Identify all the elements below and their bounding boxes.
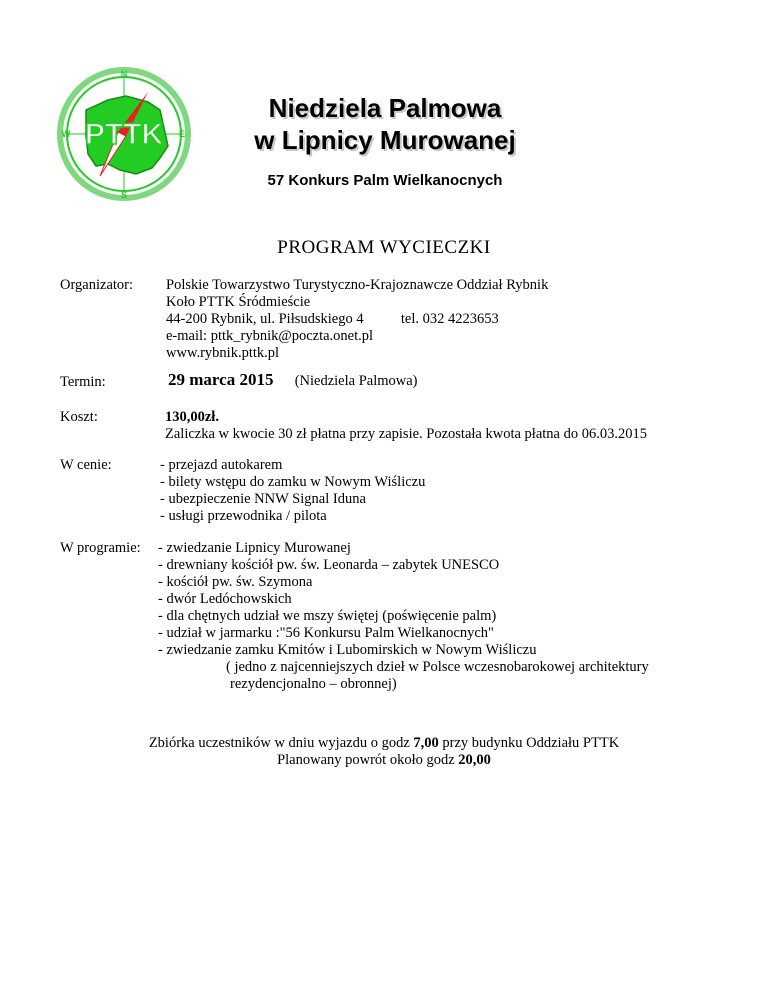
footer-line1 xyxy=(0,735,768,752)
pttk-logo xyxy=(56,66,192,202)
organizator-line2: Koło PTTK Śródmieście xyxy=(166,294,311,310)
organizator-email: e-mail: pttk_rybnik@poczta.onet.pl xyxy=(166,328,374,344)
title-line1: Niedziela Palmowa xyxy=(268,93,502,123)
w-programie-note-line1: ( jedno z najcenniejszych dzieł w Polsce wczesnobarokowej architektury xyxy=(226,659,649,675)
list-item: - kościół pw. św. Szymona xyxy=(158,574,313,590)
list-item: - udział w jarmarku :"56 Konkursu Palm Wielkanocnych" xyxy=(158,625,494,641)
list-item: - bilety wstępu do zamku w Nowym Wiśliczu xyxy=(160,474,426,490)
title-line2: w Lipnicy Murowanej xyxy=(254,125,516,155)
list-item: - przejazd autokarem xyxy=(160,457,283,473)
footer-line2-time: 20,00 xyxy=(458,752,491,768)
termin-label: Termin: xyxy=(60,374,106,390)
compass-s: S xyxy=(120,190,128,200)
footer-line1-suffix: przy budynku Oddziału PTTK xyxy=(438,735,620,751)
list-item: - ubezpieczenie NNW Signal Iduna xyxy=(160,491,366,507)
footer-line2 xyxy=(0,752,768,769)
compass-n: N xyxy=(120,69,128,79)
list-item: - dwór Ledóchowskich xyxy=(158,591,292,607)
compass-e: E xyxy=(178,129,186,139)
w-cenie-label: W cenie: xyxy=(60,457,112,473)
subtitle: 57 Konkurs Palm Wielkanocnych xyxy=(267,172,503,189)
organizator-line1: Polskie Towarzystwo Turystyczno-Krajoznawcze Oddział Rybnik xyxy=(166,277,549,293)
list-item: - zwiedzanie zamku Kmitów i Lubomirskich w Nowym Wiśliczu xyxy=(158,642,537,658)
koszt-block xyxy=(165,409,647,443)
footer-line2-prefix: Planowany powrót około godz xyxy=(277,752,459,768)
koszt-amount: 130,00zł. xyxy=(165,409,219,425)
w-programie-note-line2: rezydencjonalno – obronnej) xyxy=(230,676,397,692)
footer-line1-prefix: Zbiórka uczestników w dniu wyjazdu o godz xyxy=(148,735,414,751)
w-programie-list xyxy=(158,540,649,693)
organizator-block xyxy=(166,277,548,362)
compass-w: W xyxy=(61,129,71,139)
w-cenie-list xyxy=(160,457,425,525)
organizator-www: www.rybnik.pttk.pl xyxy=(166,345,280,361)
organizator-address: 44-200 Rybnik, ul. Piłsudskiego 4 xyxy=(166,311,364,327)
logo-text: PTTK xyxy=(84,118,164,151)
organizator-label: Organizator: xyxy=(60,277,134,293)
organizator-phone: tel. 032 4223653 xyxy=(400,311,499,327)
list-item: - usługi przewodnika / pilota xyxy=(160,508,327,524)
koszt-note: Zaliczka w kwocie 30 zł płatna przy zapisie. Pozostała kwota płatna do 06.03.2015 xyxy=(165,426,647,442)
organizator-address-row xyxy=(166,311,548,328)
list-item: - zwiedzanie Lipnicy Murowanej xyxy=(158,540,351,556)
list-item: - drewniany kościół pw. św. Leonarda – zabytek UNESCO xyxy=(158,557,500,573)
list-item: - dla chętnych udział we mszy świętej (poświęcenie palm) xyxy=(158,608,497,624)
footer-line1-time: 7,00 xyxy=(413,735,439,751)
w-programie-label: W programie: xyxy=(60,540,141,556)
termin-block xyxy=(168,371,418,390)
koszt-label: Koszt: xyxy=(60,409,98,425)
termin-note: (Niedziela Palmowa) xyxy=(294,373,418,389)
program-title: PROGRAM WYCIECZKI xyxy=(277,237,491,258)
termin-date: 29 marca 2015 xyxy=(168,370,274,389)
